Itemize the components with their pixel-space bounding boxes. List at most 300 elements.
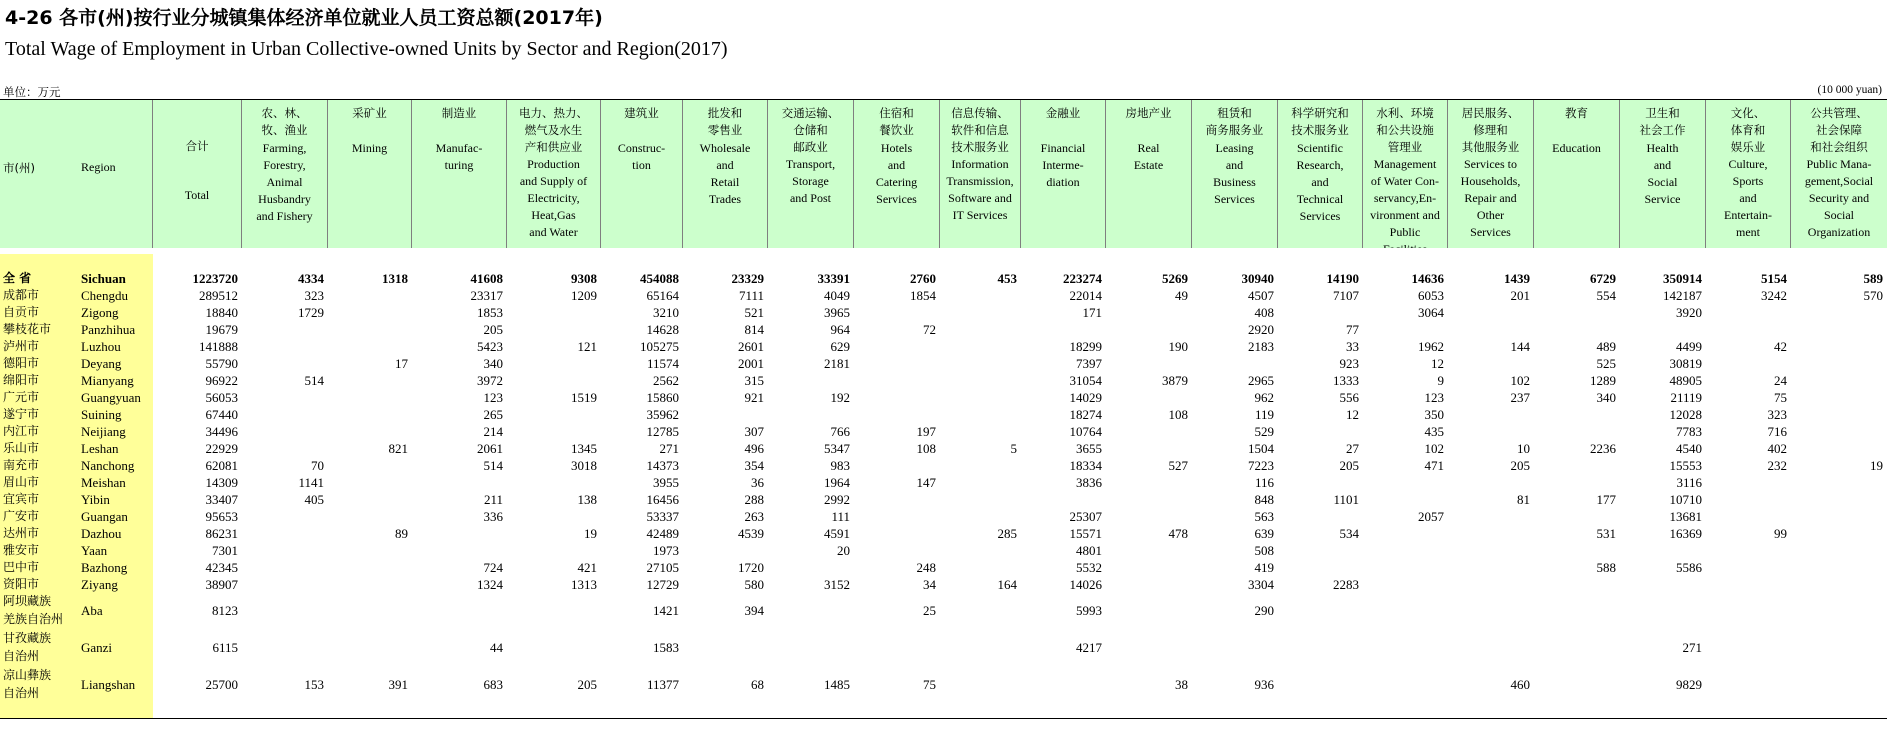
header-sector xyxy=(242,100,328,248)
cell-value: 290 xyxy=(1254,603,1274,618)
cell-total: 62081 xyxy=(205,458,238,473)
cell-value: 42489 xyxy=(646,526,679,541)
cell-total: 33407 xyxy=(205,492,238,507)
cell-total: 6115 xyxy=(212,640,238,655)
cell-value: 3152 xyxy=(824,577,850,592)
cell-value: 65164 xyxy=(646,288,679,303)
cell-total: 141888 xyxy=(199,339,238,354)
cell-value: 2760 xyxy=(910,271,936,286)
cell-value: 16369 xyxy=(1669,526,1702,541)
cell-value: 31054 xyxy=(1069,373,1102,388)
region-name-en: Suining xyxy=(81,407,122,422)
table-bottom-rule xyxy=(0,718,1887,719)
cell-value: 3064 xyxy=(1418,305,1444,320)
header-sector-en: Manufac- turing xyxy=(435,141,483,172)
cell-value: 2992 xyxy=(824,492,850,507)
cell-value: 223274 xyxy=(1063,271,1102,286)
table-row xyxy=(0,355,1887,372)
table-row xyxy=(0,630,1887,667)
cell-value: 77 xyxy=(1346,322,1359,337)
cell-value: 2965 xyxy=(1248,373,1274,388)
cell-total: 38907 xyxy=(205,577,238,592)
header-sector-en: Hotels and Catering Services xyxy=(875,141,918,206)
header-region-en: Region xyxy=(81,160,116,174)
cell-total: 14309 xyxy=(205,475,238,490)
cell-value: 4334 xyxy=(298,271,324,286)
cell-value: 53337 xyxy=(646,509,679,524)
cell-total: 95653 xyxy=(205,509,238,524)
cell-value: 514 xyxy=(483,458,503,473)
cell-value: 265 xyxy=(483,407,503,422)
cell-value: 14029 xyxy=(1069,390,1102,405)
header-sector-en: Scientific Research, and Technical Services xyxy=(1296,141,1344,223)
cell-value: 471 xyxy=(1424,458,1444,473)
region-name-cn: 内江市 xyxy=(3,424,40,438)
cell-value: 123 xyxy=(1424,390,1444,405)
header-total xyxy=(153,100,242,248)
cell-value: 19 xyxy=(584,526,597,541)
header-sector-cn: 金融业 xyxy=(1045,106,1081,120)
cell-value: 394 xyxy=(744,603,764,618)
table-row xyxy=(0,287,1887,304)
cell-value: 5586 xyxy=(1676,560,1702,575)
cell-value: 75 xyxy=(923,677,936,692)
cell-value: 102 xyxy=(1424,441,1444,456)
cell-value: 521 xyxy=(744,305,764,320)
region-name-cn: 德阳市 xyxy=(3,356,40,370)
cell-total: 56053 xyxy=(205,390,238,405)
header-sector xyxy=(1448,100,1534,248)
region-name-en: Meishan xyxy=(81,475,126,490)
header-sector xyxy=(1791,100,1887,248)
cell-value: 3972 xyxy=(477,373,503,388)
cell-value: 3304 xyxy=(1248,577,1274,592)
cell-value: 556 xyxy=(1339,390,1359,405)
region-name-en: Mianyang xyxy=(81,373,134,388)
cell-value: 23317 xyxy=(470,288,503,303)
cell-value: 460 xyxy=(1510,677,1530,692)
cell-value: 116 xyxy=(1254,475,1274,490)
table-row xyxy=(0,559,1887,576)
header-sector xyxy=(940,100,1021,248)
cell-value: 89 xyxy=(395,526,408,541)
table-row xyxy=(0,423,1887,440)
cell-value: 354 xyxy=(744,458,764,473)
cell-value: 33391 xyxy=(817,271,850,286)
cell-value: 2061 xyxy=(477,441,503,456)
header-sector-en: Financial Interme- diation xyxy=(1040,141,1086,189)
region-name-en: Guangyuan xyxy=(81,390,141,405)
cell-value: 271 xyxy=(659,441,679,456)
header-sector-cn: 科学研究和 技术服务业 xyxy=(1291,106,1349,137)
cell-value: 724 xyxy=(483,560,503,575)
region-name-cn: 泸州市 xyxy=(3,339,40,353)
table-row xyxy=(0,338,1887,355)
cell-value: 3920 xyxy=(1676,305,1702,320)
region-name-cn: 遂宁市 xyxy=(3,407,40,421)
cell-value: 1313 xyxy=(571,577,597,592)
cell-value: 5423 xyxy=(477,339,503,354)
header-sector-cn: 批发和 零售业 xyxy=(707,106,743,137)
table-row xyxy=(0,667,1887,704)
region-name-cn: 眉山市 xyxy=(3,475,40,489)
cell-value: 340 xyxy=(483,356,503,371)
cell-value: 589 xyxy=(1863,271,1883,286)
cell-value: 25307 xyxy=(1069,509,1102,524)
cell-value: 531 xyxy=(1596,526,1616,541)
cell-value: 3879 xyxy=(1162,373,1188,388)
header-sector xyxy=(683,100,768,248)
cell-value: 435 xyxy=(1424,424,1444,439)
cell-value: 9308 xyxy=(571,271,597,286)
cell-value: 508 xyxy=(1254,543,1274,558)
cell-value: 23329 xyxy=(731,271,764,286)
cell-value: 142187 xyxy=(1663,288,1702,303)
cell-value: 1853 xyxy=(477,305,503,320)
region-name-en: Luzhou xyxy=(81,339,121,354)
cell-value: 821 xyxy=(388,441,408,456)
cell-value: 5154 xyxy=(1761,271,1787,286)
cell-value: 3210 xyxy=(653,305,679,320)
cell-value: 580 xyxy=(744,577,764,592)
cell-value: 153 xyxy=(304,677,324,692)
cell-value: 42 xyxy=(1774,339,1787,354)
cell-total: 67440 xyxy=(205,407,238,422)
header-sector-cn: 卫生和 社会工作 xyxy=(1639,106,1686,137)
header-sector xyxy=(1706,100,1791,248)
cell-value: 1209 xyxy=(571,288,597,303)
cell-value: 1583 xyxy=(653,640,679,655)
cell-value: 15553 xyxy=(1669,458,1702,473)
table-row xyxy=(0,440,1887,457)
table-row xyxy=(0,542,1887,559)
region-name-cn: 宜宾市 xyxy=(3,492,40,506)
cell-value: 5532 xyxy=(1076,560,1102,575)
header-sector xyxy=(1106,100,1192,248)
cell-value: 190 xyxy=(1168,339,1188,354)
header-sector xyxy=(328,100,412,248)
cell-value: 5993 xyxy=(1076,603,1102,618)
cell-value: 629 xyxy=(830,339,850,354)
cell-value: 138 xyxy=(577,492,597,507)
cell-value: 35962 xyxy=(646,407,679,422)
cell-value: 205 xyxy=(483,322,503,337)
cell-value: 16456 xyxy=(646,492,679,507)
header-sector-en: Information Transmission, Software and IT Services xyxy=(946,157,1014,222)
cell-value: 391 xyxy=(388,677,408,692)
header-sector-en: Culture, Sports and Entertain- ment xyxy=(1724,157,1772,239)
cell-value: 30819 xyxy=(1669,356,1702,371)
cell-value: 527 xyxy=(1168,458,1188,473)
cell-value: 44 xyxy=(490,640,503,655)
cell-value: 402 xyxy=(1767,441,1787,456)
cell-value: 14628 xyxy=(646,322,679,337)
cell-value: 3116 xyxy=(1676,475,1702,490)
cell-value: 350 xyxy=(1424,407,1444,422)
header-sector xyxy=(768,100,854,248)
cell-value: 214 xyxy=(483,424,503,439)
cell-total: 18840 xyxy=(205,305,238,320)
table-row xyxy=(0,321,1887,338)
cell-value: 2920 xyxy=(1248,322,1274,337)
region-name-en: Leshan xyxy=(81,441,119,456)
cell-value: 171 xyxy=(1082,305,1102,320)
region-name-cn: 资阳市 xyxy=(3,577,40,591)
cell-value: 307 xyxy=(744,424,764,439)
header-sector-en: Education xyxy=(1552,141,1601,155)
cell-value: 525 xyxy=(1596,356,1616,371)
cell-value: 12 xyxy=(1346,407,1359,422)
cell-value: 7783 xyxy=(1676,424,1702,439)
header-sector-cn: 住宿和 餐饮业 xyxy=(879,106,914,137)
header-total-cn: 合计 xyxy=(185,139,209,153)
cell-value: 962 xyxy=(1254,390,1274,405)
region-name-en: Nanchong xyxy=(81,458,135,473)
region-name-en: Yaan xyxy=(81,543,108,558)
cell-value: 5269 xyxy=(1162,271,1188,286)
cell-value: 18274 xyxy=(1069,407,1102,422)
header-sector xyxy=(1363,100,1448,248)
cell-value: 285 xyxy=(997,526,1017,541)
region-name-en: Zigong xyxy=(81,305,119,320)
cell-value: 489 xyxy=(1596,339,1616,354)
region-name-cn: 广安市 xyxy=(3,509,40,523)
header-sector-cn: 建筑业 xyxy=(624,106,659,120)
table-row xyxy=(0,508,1887,525)
cell-value: 2183 xyxy=(1248,339,1274,354)
cell-value: 1854 xyxy=(910,288,936,303)
unit-label-en: (10 000 yuan) xyxy=(1817,84,1882,96)
region-name-cn: 南充市 xyxy=(3,458,40,472)
region-name-en: Dazhou xyxy=(81,526,122,541)
region-name-en: Panzhihua xyxy=(81,322,136,337)
header-sector-cn: 电力、热力、 燃气及水生 产和供应业 xyxy=(519,106,588,154)
cell-value: 19 xyxy=(1870,458,1883,473)
region-name-en: Yibin xyxy=(81,492,110,507)
region-name-cn: 甘孜藏族 自治州 xyxy=(3,631,52,663)
cell-value: 4539 xyxy=(738,526,764,541)
cell-total: 1223720 xyxy=(192,271,238,286)
header-sector-cn: 公共管理、 社会保障 和社会组织 xyxy=(1810,106,1868,154)
header-sector-en: Real Estate xyxy=(1133,141,1164,172)
cell-value: 554 xyxy=(1596,288,1616,303)
header-sector-cn: 租赁和 商务服务业 xyxy=(1205,106,1264,137)
cell-value: 514 xyxy=(304,373,324,388)
cell-value: 2283 xyxy=(1333,577,1359,592)
cell-value: 4507 xyxy=(1248,288,1274,303)
table-row xyxy=(0,304,1887,321)
cell-value: 1318 xyxy=(382,271,408,286)
cell-value: 205 xyxy=(1339,458,1359,473)
cell-value: 205 xyxy=(1510,458,1530,473)
header-sector-en: Wholesale and Retail Trades xyxy=(699,141,751,206)
cell-value: 14636 xyxy=(1411,271,1444,286)
cell-value: 408 xyxy=(1254,305,1274,320)
cell-value: 3955 xyxy=(653,475,679,490)
header-sector xyxy=(1620,100,1706,248)
cell-value: 6053 xyxy=(1418,288,1444,303)
cell-value: 814 xyxy=(744,322,764,337)
page-title-cn: 4-26 各市(州)按行业分城镇集体经济单位就业人员工资总额(2017年) xyxy=(5,7,603,29)
cell-total: 22929 xyxy=(205,441,238,456)
cell-value: 534 xyxy=(1339,526,1359,541)
cell-value: 24 xyxy=(1774,373,1787,388)
cell-value: 14190 xyxy=(1326,271,1359,286)
cell-total: 8123 xyxy=(212,603,238,618)
cell-value: 588 xyxy=(1596,560,1616,575)
cell-value: 3965 xyxy=(824,305,850,320)
cell-value: 350914 xyxy=(1663,271,1702,286)
cell-total: 55790 xyxy=(205,356,238,371)
cell-value: 99 xyxy=(1774,526,1787,541)
cell-value: 478 xyxy=(1168,526,1188,541)
region-name-cn: 雅安市 xyxy=(3,543,40,557)
region-name-cn: 成都市 xyxy=(3,288,40,302)
cell-value: 1333 xyxy=(1333,373,1359,388)
cell-value: 41608 xyxy=(470,271,503,286)
cell-value: 11574 xyxy=(646,356,679,371)
cell-value: 2236 xyxy=(1590,441,1616,456)
cell-value: 3836 xyxy=(1076,475,1102,490)
cell-value: 211 xyxy=(483,492,503,507)
header-sector-en: Mining xyxy=(351,141,388,155)
header-sector-cn: 交通运输、 仓储和 邮政业 xyxy=(781,106,840,154)
cell-value: 12729 xyxy=(646,577,679,592)
region-name-en: Deyang xyxy=(81,356,122,371)
header-sector xyxy=(1278,100,1363,248)
cell-value: 7397 xyxy=(1076,356,1102,371)
cell-value: 2057 xyxy=(1418,509,1444,524)
cell-value: 14026 xyxy=(1069,577,1102,592)
cell-value: 15860 xyxy=(646,390,679,405)
cell-value: 27105 xyxy=(646,560,679,575)
header-sector-cn: 房地产业 xyxy=(1125,106,1172,120)
cell-value: 453 xyxy=(997,271,1017,286)
header-sector-cn: 信息传输、 软件和信息 技术服务业 xyxy=(951,106,1009,154)
header-sector xyxy=(1192,100,1278,248)
header-region-cn: 市(州) xyxy=(3,161,35,175)
cell-value: 529 xyxy=(1254,424,1274,439)
cell-value: 2601 xyxy=(738,339,764,354)
header-sector-en: Construc- tion xyxy=(617,141,666,172)
cell-value: 1519 xyxy=(571,390,597,405)
cell-value: 4049 xyxy=(824,288,850,303)
cell-value: 419 xyxy=(1254,560,1274,575)
cell-value: 17 xyxy=(395,356,408,371)
region-name-cn: 巴中市 xyxy=(3,560,40,574)
cell-value: 33 xyxy=(1346,339,1359,354)
region-name-cn: 自贡市 xyxy=(3,305,40,319)
region-name-en: Ziyang xyxy=(81,577,118,592)
cell-value: 11377 xyxy=(646,677,679,692)
header-sector-en: Transport, Storage and Post xyxy=(785,157,836,205)
cell-value: 72 xyxy=(923,322,936,337)
table-row xyxy=(0,457,1887,474)
header-sector xyxy=(412,100,507,248)
table-row xyxy=(0,576,1887,593)
cell-value: 4591 xyxy=(824,526,850,541)
cell-value: 147 xyxy=(916,475,936,490)
table-row xyxy=(0,389,1887,406)
region-name-cn: 乐山市 xyxy=(3,441,40,455)
cell-value: 1345 xyxy=(571,441,597,456)
cell-value: 70 xyxy=(311,458,324,473)
cell-value: 2001 xyxy=(738,356,764,371)
cell-value: 232 xyxy=(1767,458,1787,473)
cell-value: 102 xyxy=(1510,373,1530,388)
cell-value: 496 xyxy=(744,441,764,456)
header-sector-en: Public Mana- gement,Social Security and Social Organization xyxy=(1804,157,1874,239)
header-sector-en: Farming, Forestry, Animal Husbandry and Fishery xyxy=(256,141,313,223)
cell-value: 119 xyxy=(1254,407,1274,422)
header-sector xyxy=(601,100,683,248)
cell-value: 22014 xyxy=(1069,288,1102,303)
cell-value: 1141 xyxy=(298,475,324,490)
cell-value: 323 xyxy=(1767,407,1787,422)
cell-value: 10710 xyxy=(1669,492,1702,507)
cell-value: 3018 xyxy=(571,458,597,473)
cell-total: 34496 xyxy=(205,424,238,439)
cell-value: 27 xyxy=(1346,441,1359,456)
cell-value: 7111 xyxy=(738,288,764,303)
cell-value: 923 xyxy=(1339,356,1359,371)
region-name-en: Guangan xyxy=(81,509,128,524)
cell-total: 7301 xyxy=(212,543,238,558)
cell-total: 42345 xyxy=(205,560,238,575)
cell-value: 936 xyxy=(1254,677,1274,692)
cell-value: 9 xyxy=(1437,373,1444,388)
cell-value: 18299 xyxy=(1069,339,1102,354)
cell-value: 10 xyxy=(1517,441,1530,456)
cell-value: 1962 xyxy=(1418,339,1444,354)
cell-value: 197 xyxy=(916,424,936,439)
cell-value: 340 xyxy=(1596,390,1616,405)
header-sector-cn: 居民服务、 修理和 其他服务业 xyxy=(1461,106,1520,154)
cell-value: 3242 xyxy=(1761,288,1787,303)
cell-value: 4217 xyxy=(1076,640,1102,655)
cell-value: 570 xyxy=(1863,288,1883,303)
cell-value: 30940 xyxy=(1241,271,1274,286)
cell-value: 81 xyxy=(1517,492,1530,507)
region-name-cn: 攀枝花市 xyxy=(3,322,52,336)
cell-value: 108 xyxy=(916,441,936,456)
cell-value: 36 xyxy=(751,475,764,490)
cell-value: 1973 xyxy=(653,543,679,558)
region-name-en: Sichuan xyxy=(81,271,126,286)
cell-value: 716 xyxy=(1767,424,1787,439)
cell-value: 18334 xyxy=(1069,458,1102,473)
cell-value: 12028 xyxy=(1669,407,1702,422)
header-sector-en: Production and Supply of Electricity, Heat,Gas and Water xyxy=(519,157,588,239)
cell-value: 1504 xyxy=(1248,441,1274,456)
header-sector-en: Services to Households, Repair and Other Services xyxy=(1460,157,1521,239)
cell-value: 563 xyxy=(1254,509,1274,524)
region-name-cn: 凉山彝族 自治州 xyxy=(3,668,52,700)
header-sector xyxy=(1021,100,1106,248)
cell-total: 19679 xyxy=(205,322,238,337)
cell-value: 4540 xyxy=(1676,441,1702,456)
cell-value: 1485 xyxy=(824,677,850,692)
region-name-cn: 绵阳市 xyxy=(3,373,40,387)
cell-value: 848 xyxy=(1254,492,1274,507)
cell-value: 15571 xyxy=(1069,526,1102,541)
cell-value: 4801 xyxy=(1076,543,1102,558)
cell-value: 983 xyxy=(830,458,850,473)
table-row xyxy=(0,372,1887,389)
cell-value: 315 xyxy=(744,373,764,388)
region-name-en: Chengdu xyxy=(81,288,128,303)
cell-value: 921 xyxy=(744,390,764,405)
